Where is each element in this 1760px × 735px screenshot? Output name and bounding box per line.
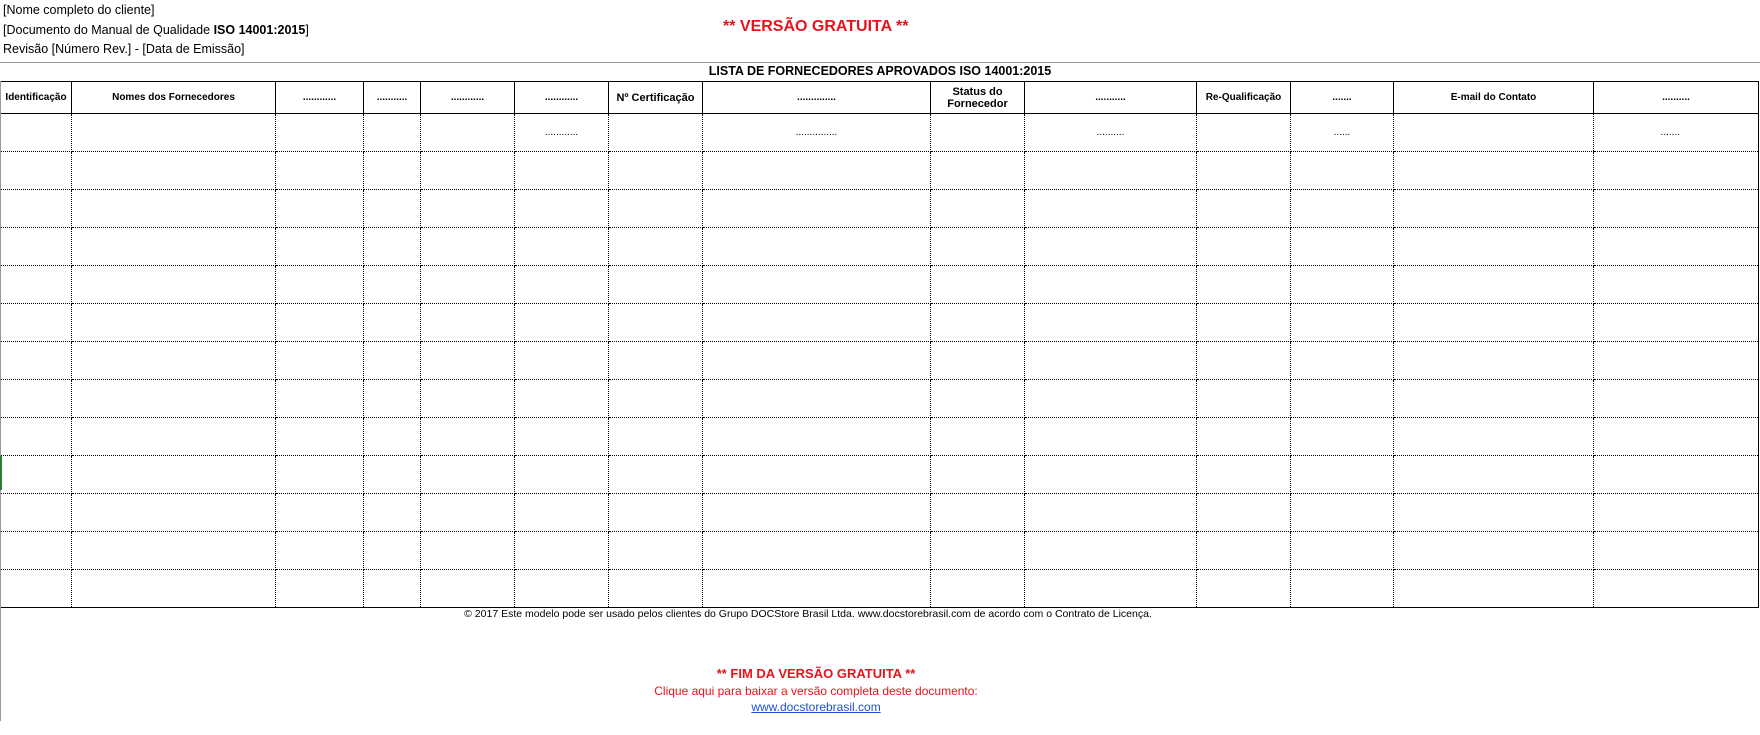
table-cell[interactable] (364, 494, 421, 532)
table-cell[interactable] (276, 266, 364, 304)
table-cell[interactable] (72, 266, 276, 304)
top-divider (0, 62, 1760, 63)
revision-line: Revisão [Número Rev.] - [Data de Emissão] (3, 42, 245, 56)
table-cell[interactable] (1025, 342, 1197, 380)
table-cell[interactable] (1291, 418, 1394, 456)
table-cell[interactable] (931, 418, 1025, 456)
cell-selection-marker (0, 456, 2, 490)
table-cell[interactable] (931, 114, 1025, 152)
table-cell[interactable] (1291, 190, 1394, 228)
table-cell[interactable] (703, 190, 931, 228)
table-cell[interactable]: .......... (1025, 114, 1197, 152)
table-cell[interactable] (1197, 456, 1291, 494)
table-cell[interactable] (1394, 456, 1594, 494)
table-cell[interactable] (703, 494, 931, 532)
table-cell[interactable] (276, 570, 364, 608)
table-cell[interactable] (1, 456, 72, 494)
document-prefix: [Documento do Manual de Qualidade (3, 23, 214, 37)
table-row (1, 532, 1759, 570)
table-cell[interactable] (1394, 228, 1594, 266)
table-cell[interactable] (1, 304, 72, 342)
table-cell[interactable] (1594, 418, 1759, 456)
table-cell[interactable] (1594, 380, 1759, 418)
table-cell[interactable] (276, 342, 364, 380)
table-cell[interactable] (1394, 114, 1594, 152)
table-cell[interactable] (1197, 570, 1291, 608)
table-cell[interactable] (1025, 152, 1197, 190)
table-cell[interactable] (421, 418, 515, 456)
table-cell[interactable] (276, 152, 364, 190)
table-cell[interactable] (1594, 570, 1759, 608)
table-cell[interactable] (515, 342, 609, 380)
table-cell[interactable]: ............... (703, 114, 931, 152)
table-cell[interactable] (1, 152, 72, 190)
table-cell[interactable] (1, 380, 72, 418)
table-cell[interactable] (72, 418, 276, 456)
table-cell[interactable] (1291, 304, 1394, 342)
col-header[interactable]: .............. (703, 82, 931, 114)
col-header[interactable]: Nº Certificação (609, 82, 703, 114)
table-cell[interactable] (276, 190, 364, 228)
table-cell[interactable] (703, 418, 931, 456)
table-row (1, 570, 1759, 608)
table-cell[interactable] (72, 456, 276, 494)
table-cell[interactable] (276, 304, 364, 342)
table-cell[interactable] (931, 494, 1025, 532)
table-cell[interactable] (1594, 228, 1759, 266)
table-cell[interactable] (703, 228, 931, 266)
table-cell[interactable] (276, 456, 364, 494)
table-cell[interactable] (1, 114, 72, 152)
table-cell[interactable] (1025, 456, 1197, 494)
table-row (1, 418, 1759, 456)
table-cell[interactable] (515, 532, 609, 570)
table-cell[interactable] (1197, 418, 1291, 456)
table-cell[interactable] (421, 494, 515, 532)
table-row (1, 456, 1759, 494)
table-cell[interactable] (72, 342, 276, 380)
table-cell[interactable] (364, 570, 421, 608)
table-cell[interactable] (1291, 494, 1394, 532)
table-cell[interactable] (1291, 570, 1394, 608)
table-cell[interactable] (1394, 190, 1594, 228)
table-cell[interactable] (1, 228, 72, 266)
table-cell[interactable] (364, 266, 421, 304)
download-prompt: Clique aqui para baixar a versão completa deste documento: (654, 684, 978, 698)
table-cell[interactable] (1, 570, 72, 608)
col-header[interactable]: ........... (364, 82, 421, 114)
table-cell[interactable] (421, 304, 515, 342)
table-cell[interactable]: ...... (1291, 114, 1394, 152)
document-reference (3, 23, 309, 37)
document-suffix: ] (305, 23, 309, 37)
table-cell[interactable] (931, 190, 1025, 228)
table-cell[interactable] (1594, 266, 1759, 304)
col-header[interactable]: Status do Fornecedor (931, 82, 1025, 114)
col-header[interactable]: ........... (1025, 82, 1197, 114)
table-cell[interactable] (609, 418, 703, 456)
table-cell[interactable] (609, 190, 703, 228)
table-row (1, 304, 1759, 342)
table-cell[interactable] (1025, 418, 1197, 456)
table-cell[interactable] (1394, 494, 1594, 532)
table-cell[interactable] (1394, 266, 1594, 304)
table-row (1, 342, 1759, 380)
table-cell[interactable] (72, 532, 276, 570)
table-cell[interactable] (364, 190, 421, 228)
header-row (1, 82, 1759, 114)
table-cell[interactable] (1197, 494, 1291, 532)
table-cell[interactable] (276, 380, 364, 418)
table-cell[interactable] (364, 228, 421, 266)
table-cell[interactable] (1197, 228, 1291, 266)
table-cell[interactable] (703, 532, 931, 570)
table-cell[interactable] (1, 418, 72, 456)
table-cell[interactable] (276, 494, 364, 532)
table-cell[interactable] (1594, 494, 1759, 532)
table-cell[interactable] (609, 152, 703, 190)
table-cell[interactable] (1197, 342, 1291, 380)
table-cell[interactable] (515, 380, 609, 418)
table-cell[interactable] (703, 456, 931, 494)
table-cell[interactable] (1291, 532, 1394, 570)
table-cell[interactable] (421, 380, 515, 418)
table-cell[interactable] (1394, 304, 1594, 342)
table-cell[interactable] (72, 152, 276, 190)
table-cell[interactable] (1025, 228, 1197, 266)
table-cell[interactable] (515, 304, 609, 342)
table-cell[interactable] (364, 304, 421, 342)
table-cell[interactable] (72, 114, 276, 152)
table-cell[interactable] (1594, 456, 1759, 494)
document-standard: ISO 14001:2015 (213, 23, 306, 37)
table-cell[interactable] (276, 532, 364, 570)
table-cell[interactable] (1291, 380, 1394, 418)
table-cell[interactable] (72, 228, 276, 266)
table-cell[interactable] (1025, 190, 1197, 228)
table-cell[interactable] (364, 380, 421, 418)
table-cell[interactable] (931, 304, 1025, 342)
table-cell[interactable] (1, 342, 72, 380)
table-cell[interactable] (364, 418, 421, 456)
table-cell[interactable] (364, 456, 421, 494)
table-cell[interactable] (421, 152, 515, 190)
table-cell[interactable] (1, 494, 72, 532)
table-title: LISTA DE FORNECEDORES APROVADOS ISO 14001:2015 (708, 64, 1052, 78)
table-cell[interactable] (1, 266, 72, 304)
table-cell[interactable] (421, 456, 515, 494)
table-cell[interactable] (609, 380, 703, 418)
col-header[interactable]: ............ (515, 82, 609, 114)
table-cell[interactable] (72, 570, 276, 608)
table-row (1, 190, 1759, 228)
table-cell[interactable] (1594, 532, 1759, 570)
download-link[interactable]: www.docstorebrasil.com (751, 700, 881, 714)
table-cell[interactable] (931, 380, 1025, 418)
table-cell[interactable] (364, 342, 421, 380)
table-cell[interactable] (1291, 342, 1394, 380)
col-header[interactable]: ....... (1291, 82, 1394, 114)
table-cell[interactable] (609, 532, 703, 570)
table-cell[interactable] (364, 532, 421, 570)
table-cell[interactable] (515, 456, 609, 494)
table-cell[interactable] (609, 304, 703, 342)
table-cell[interactable] (1025, 304, 1197, 342)
col-header[interactable]: ............ (421, 82, 515, 114)
table-cell[interactable] (421, 190, 515, 228)
table-cell[interactable] (276, 228, 364, 266)
table-cell[interactable] (421, 114, 515, 152)
table-cell[interactable] (609, 266, 703, 304)
sheet-left-edge (0, 81, 1, 721)
table-cell[interactable] (931, 342, 1025, 380)
table-cell[interactable] (703, 304, 931, 342)
supplier-table (0, 81, 1759, 608)
table-cell[interactable] (72, 380, 276, 418)
table-cell[interactable] (421, 570, 515, 608)
table-cell[interactable] (931, 266, 1025, 304)
table-cell[interactable] (931, 152, 1025, 190)
table-row (1, 114, 1759, 152)
table-cell[interactable] (609, 456, 703, 494)
col-header[interactable]: Nomes dos Fornecedores (72, 82, 276, 114)
table-cell[interactable] (1291, 266, 1394, 304)
table-cell[interactable] (1, 190, 72, 228)
table-cell[interactable] (1594, 152, 1759, 190)
table-cell[interactable] (276, 418, 364, 456)
table-cell[interactable] (1291, 228, 1394, 266)
table-cell[interactable] (1394, 570, 1594, 608)
table-cell[interactable] (703, 570, 931, 608)
table-cell[interactable] (1025, 266, 1197, 304)
table-cell[interactable] (515, 152, 609, 190)
table-cell[interactable] (421, 342, 515, 380)
table-cell[interactable] (1197, 114, 1291, 152)
table-cell[interactable] (72, 190, 276, 228)
table-row (1, 494, 1759, 532)
table-row (1, 152, 1759, 190)
table-cell[interactable] (609, 494, 703, 532)
table-cell[interactable] (364, 152, 421, 190)
table-cell[interactable] (1025, 494, 1197, 532)
table-cell[interactable] (703, 380, 931, 418)
col-header[interactable]: Re-Qualificação (1197, 82, 1291, 114)
table-cell[interactable] (1594, 190, 1759, 228)
table-cell[interactable] (1025, 532, 1197, 570)
copyright-notice: © 2017 Este modelo pode ser usado pelos clientes do Grupo DOCStore Brasil Ltda. www.docstorebrasil.com de acordo com o Contrato de Licença. (464, 608, 1152, 620)
table-row (1, 380, 1759, 418)
client-name: [Nome completo do cliente] (3, 3, 155, 17)
table-cell[interactable] (609, 570, 703, 608)
table-cell[interactable] (703, 152, 931, 190)
table-cell[interactable] (609, 342, 703, 380)
table-cell[interactable] (421, 228, 515, 266)
download-link-wrap (0, 700, 1632, 714)
table-cell[interactable] (72, 304, 276, 342)
table-cell[interactable] (1394, 152, 1594, 190)
table-cell[interactable] (1025, 380, 1197, 418)
table-cell[interactable] (1291, 456, 1394, 494)
col-header[interactable]: ............ (276, 82, 364, 114)
free-version-banner: ** VERSÃO GRATUITA ** (723, 18, 909, 35)
table-row (1, 228, 1759, 266)
col-header[interactable]: E-mail do Contato (1394, 82, 1594, 114)
table-cell[interactable]: ............ (515, 114, 609, 152)
table-cell[interactable] (931, 532, 1025, 570)
table-cell[interactable] (703, 342, 931, 380)
table-cell[interactable] (1197, 152, 1291, 190)
table-cell[interactable] (1394, 418, 1594, 456)
table-cell[interactable] (276, 114, 364, 152)
col-header[interactable]: .......... (1594, 82, 1759, 114)
table-cell[interactable] (515, 494, 609, 532)
table-cell[interactable] (1394, 380, 1594, 418)
end-free-version-banner: ** FIM DA VERSÃO GRATUITA ** (716, 666, 916, 681)
table-cell[interactable] (515, 570, 609, 608)
table-cell[interactable] (421, 266, 515, 304)
table-row (1, 266, 1759, 304)
table-cell[interactable] (1394, 532, 1594, 570)
table-cell[interactable] (515, 228, 609, 266)
table-cell[interactable] (1, 532, 72, 570)
table-cell[interactable] (421, 532, 515, 570)
table-cell[interactable] (931, 228, 1025, 266)
table-cell[interactable] (364, 114, 421, 152)
table-cell[interactable] (72, 494, 276, 532)
table-cell[interactable] (515, 418, 609, 456)
table-cell[interactable] (931, 456, 1025, 494)
table-cell[interactable] (1197, 380, 1291, 418)
table-cell[interactable] (1594, 304, 1759, 342)
table-cell[interactable] (1594, 342, 1759, 380)
table-cell[interactable]: ....... (1594, 114, 1759, 152)
col-header[interactable]: Identificação (1, 82, 72, 114)
table-cell[interactable] (609, 114, 703, 152)
table-cell[interactable] (931, 570, 1025, 608)
table-cell[interactable] (1197, 304, 1291, 342)
table-cell[interactable] (703, 266, 931, 304)
table-cell[interactable] (515, 266, 609, 304)
table-cell[interactable] (515, 190, 609, 228)
table-cell[interactable] (1291, 152, 1394, 190)
table-cell[interactable] (1394, 342, 1594, 380)
table-cell[interactable] (1197, 266, 1291, 304)
table-cell[interactable] (1197, 532, 1291, 570)
table-cell[interactable] (1197, 190, 1291, 228)
table-cell[interactable] (609, 228, 703, 266)
table-cell[interactable] (1025, 570, 1197, 608)
